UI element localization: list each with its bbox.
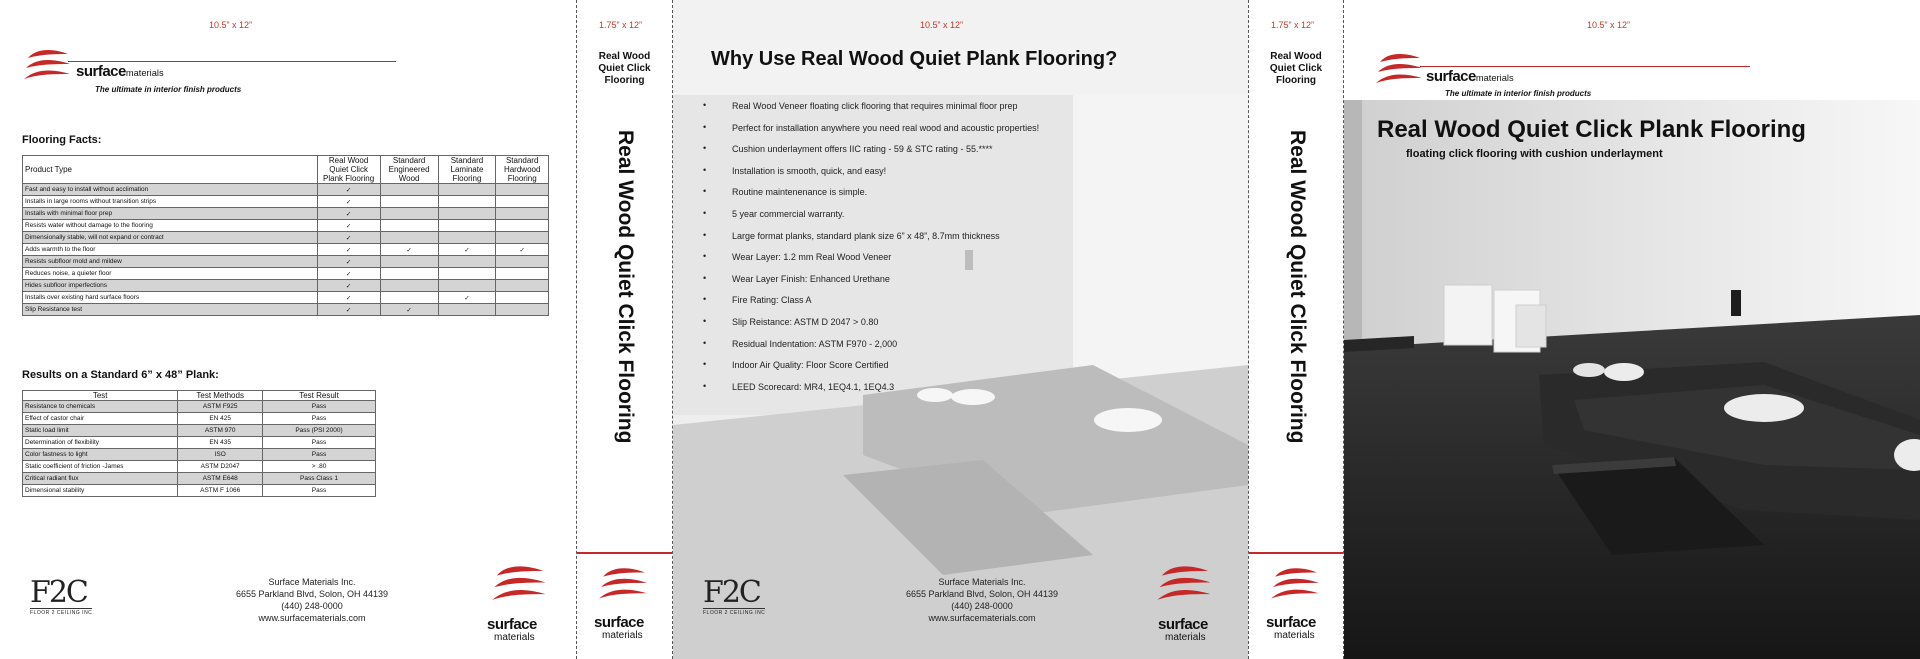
- facts-row-label: Hides subfloor imperfections: [23, 280, 318, 292]
- address-web[interactable]: www.surfacematerials.com: [928, 613, 1036, 623]
- results-cell: Pass (PSI 2000): [263, 425, 376, 437]
- panel-size-label: 10.5” x 12”: [1587, 20, 1631, 30]
- bottom-logo-name: surface: [487, 616, 537, 633]
- check-icon: ✓: [317, 292, 380, 304]
- address-block: [222, 576, 402, 624]
- results-column-header: Test: [23, 391, 178, 401]
- results-cell: Resistance to chemicals: [23, 401, 178, 413]
- results-cell: Pass: [263, 413, 376, 425]
- address-street: 6655 Parkland Blvd, Solon, OH 44139: [235, 589, 389, 599]
- results-cell: Pass Class 1: [263, 473, 376, 485]
- results-cell: > .80: [263, 461, 376, 473]
- spine-title-line: Flooring: [1276, 75, 1316, 86]
- spine-size-label: 1.75” x 12”: [599, 20, 643, 30]
- facts-column-header: Product Type: [23, 156, 318, 184]
- list-item: • Residual Indentation: ASTM F970 - 2,000: [703, 339, 1039, 361]
- address-company: Surface Materials Inc.: [268, 577, 356, 587]
- results-cell: EN 435: [178, 437, 263, 449]
- table-row: [23, 485, 376, 497]
- results-title: Results on a Standard 6” x 48” Plank:: [22, 369, 219, 381]
- empty-cell: [380, 184, 438, 196]
- results-cell: ASTM 970: [178, 425, 263, 437]
- f2c-mark: F2C: [703, 575, 760, 610]
- table-row: [23, 292, 549, 304]
- cover-panel: [1344, 0, 1920, 659]
- facts-row-label: Resists subfloor mold and mildew: [23, 256, 318, 268]
- brand-name: surface: [1426, 68, 1476, 85]
- results-cell: Static load limit: [23, 425, 178, 437]
- check-icon: ✓: [317, 220, 380, 232]
- spine-logo-suffix: materials: [1274, 630, 1315, 641]
- check-icon: ✓: [317, 268, 380, 280]
- spine-title: [1249, 51, 1343, 87]
- flooring-facts-table: [22, 155, 549, 316]
- list-item: • Routine maintenenance is simple.: [703, 187, 1039, 209]
- empty-cell: [496, 232, 549, 244]
- table-row: [23, 232, 549, 244]
- empty-cell: [380, 232, 438, 244]
- address-web[interactable]: www.surfacematerials.com: [258, 613, 366, 623]
- logo-rule: [1420, 66, 1750, 67]
- spine-title-line: Real Wood: [598, 51, 651, 62]
- table-row: [23, 256, 549, 268]
- results-cell: Color fastness to light: [23, 449, 178, 461]
- results-cell: ISO: [178, 449, 263, 461]
- empty-cell: [496, 220, 549, 232]
- f2c-logo: [30, 575, 93, 616]
- f2c-caption: FLOOR 2 CEILING INC: [30, 610, 93, 616]
- results-cell: Static coefficient of friction -James: [23, 461, 178, 473]
- logo-rule: [68, 61, 396, 62]
- table-row: [23, 184, 549, 196]
- table-row: [23, 244, 549, 256]
- empty-cell: [380, 268, 438, 280]
- panel-size-label: 10.5” x 12”: [920, 20, 964, 30]
- list-item: • Indoor Air Quality: Floor Score Certified: [703, 360, 1039, 382]
- spine-title-line: Quiet Click: [1269, 63, 1323, 74]
- check-icon: ✓: [380, 244, 438, 256]
- bottom-logo-name: surface: [1158, 616, 1208, 633]
- spine-title: [577, 51, 672, 87]
- results-cell: Determination of flexibility: [23, 437, 178, 449]
- empty-cell: [380, 280, 438, 292]
- results-cell: ASTM D2047: [178, 461, 263, 473]
- brand-wordmark: [76, 63, 164, 80]
- facts-column-header: Standard Hardwood Flooring: [496, 156, 549, 184]
- facts-column-header: Standard Laminate Flooring: [438, 156, 496, 184]
- brand-suffix: materials: [1475, 73, 1514, 83]
- facts-row-label: Fast and easy to install without acclimation: [23, 184, 318, 196]
- table-row: [23, 473, 376, 485]
- empty-cell: [496, 256, 549, 268]
- check-icon: ✓: [317, 304, 380, 316]
- spine-size-label: 1.75” x 12”: [1271, 20, 1315, 30]
- table-row: [23, 268, 549, 280]
- list-item: • Real Wood Veneer floating click flooring that requires minimal floor prep: [703, 101, 1039, 123]
- empty-cell: [438, 184, 496, 196]
- table-row: [23, 425, 376, 437]
- spine-red-rule: [577, 552, 672, 554]
- empty-cell: [438, 232, 496, 244]
- spine-logo-name: surface: [594, 614, 644, 631]
- f2c-caption: FLOOR 2 CEILING INC: [703, 610, 766, 616]
- table-row: [23, 461, 376, 473]
- results-column-header: Test Result: [263, 391, 376, 401]
- empty-cell: [380, 256, 438, 268]
- results-column-header: Test Methods: [178, 391, 263, 401]
- list-item: • Slip Reistance: ASTM D 2047 > 0.80: [703, 317, 1039, 339]
- empty-cell: [496, 268, 549, 280]
- brand-tagline: The ultimate in interior finish products: [95, 85, 242, 94]
- cover-title: Real Wood Quiet Click Plank Flooring: [1377, 116, 1806, 143]
- surface-swoosh-icon: [1271, 566, 1321, 606]
- spine-title-line: Quiet Click: [598, 63, 651, 74]
- results-cell: Critical radiant flux: [23, 473, 178, 485]
- empty-cell: [380, 292, 438, 304]
- table-row: [23, 449, 376, 461]
- spine-vertical-title: Real Wood Quiet Click Flooring: [614, 130, 637, 444]
- results-cell: Dimensional stability: [23, 485, 178, 497]
- flooring-facts-title: Flooring Facts:: [22, 134, 102, 146]
- check-icon: ✓: [380, 304, 438, 316]
- table-row: [23, 220, 549, 232]
- results-cell: Pass: [263, 449, 376, 461]
- empty-cell: [380, 208, 438, 220]
- empty-cell: [496, 280, 549, 292]
- surface-swoosh-icon: [492, 564, 548, 608]
- list-item: • LEED Scorecard: MR4, 1EQ4.1, 1EQ4.3: [703, 382, 1039, 404]
- empty-cell: [438, 268, 496, 280]
- check-icon: ✓: [317, 232, 380, 244]
- empty-cell: [496, 184, 549, 196]
- table-row: [23, 196, 549, 208]
- panel-size-label: 10.5” x 12”: [209, 20, 253, 30]
- facts-row-label: Resists water without damage to the flooring: [23, 220, 318, 232]
- brand-name: surface: [76, 63, 126, 80]
- list-item: • Cushion underlayment offers IIC rating - 59 & STC rating - 55.****: [703, 144, 1039, 166]
- empty-cell: [496, 208, 549, 220]
- why-heading: Why Use Real Wood Quiet Plank Flooring?: [711, 48, 1118, 70]
- results-cell: ASTM E648: [178, 473, 263, 485]
- table-row: [23, 280, 549, 292]
- bottom-logo-suffix: materials: [494, 632, 535, 643]
- check-icon: ✓: [317, 196, 380, 208]
- spine-red-rule: [1249, 552, 1343, 554]
- facts-row-label: Slip Resistance test: [23, 304, 318, 316]
- bottom-logo-suffix: materials: [1165, 632, 1206, 643]
- list-item: • Large format planks, standard plank size 6” x 48”, 8.7mm thickness: [703, 231, 1039, 253]
- spine-title-line: Real Wood: [1270, 51, 1322, 62]
- surface-swoosh-icon: [1157, 564, 1213, 608]
- list-item: • Installation is smooth, quick, and easy!: [703, 166, 1039, 188]
- empty-cell: [438, 256, 496, 268]
- empty-cell: [438, 208, 496, 220]
- check-icon: ✓: [317, 256, 380, 268]
- surface-swoosh-icon: [1376, 52, 1424, 90]
- spine-logo-name: surface: [1266, 614, 1316, 631]
- brand-wordmark: [1426, 68, 1514, 85]
- list-item: • Wear Layer Finish: Enhanced Urethane: [703, 274, 1039, 296]
- facts-column-header: Real Wood Quiet Click Plank Flooring: [317, 156, 380, 184]
- spine-title-line: Flooring: [604, 75, 645, 86]
- empty-cell: [438, 220, 496, 232]
- check-icon: ✓: [317, 280, 380, 292]
- list-item: • Wear Layer: 1.2 mm Real Wood Veneer: [703, 252, 1039, 274]
- spine-panel-1: [577, 0, 672, 659]
- table-row: [23, 208, 549, 220]
- check-icon: ✓: [317, 208, 380, 220]
- check-icon: ✓: [317, 244, 380, 256]
- check-icon: ✓: [438, 292, 496, 304]
- results-cell: Effect of castor chair: [23, 413, 178, 425]
- empty-cell: [438, 280, 496, 292]
- address-phone: (440) 248-0000: [951, 601, 1013, 611]
- table-row: [23, 413, 376, 425]
- check-icon: ✓: [496, 244, 549, 256]
- check-icon: ✓: [438, 244, 496, 256]
- list-item: • Perfect for installation anywhere you need real wood and acoustic properties!: [703, 123, 1039, 145]
- f2c-mark: F2C: [30, 575, 87, 610]
- brand-suffix: materials: [125, 68, 164, 78]
- facts-row-label: Installs in large rooms without transition strips: [23, 196, 318, 208]
- table-row: [23, 437, 376, 449]
- empty-cell: [438, 304, 496, 316]
- spine-logo-suffix: materials: [602, 630, 643, 641]
- room-photo: [1344, 100, 1920, 659]
- check-icon: ✓: [317, 184, 380, 196]
- why-bullet-list: [703, 101, 1039, 403]
- results-cell: Pass: [263, 437, 376, 449]
- address-block: [892, 576, 1072, 624]
- brand-tagline: The ultimate in interior finish products: [1445, 89, 1592, 98]
- facts-row-label: Adds warmth to the floor: [23, 244, 318, 256]
- surface-swoosh-icon: [599, 566, 649, 606]
- spine-panel-2: [1249, 0, 1343, 659]
- results-cell: EN 425: [178, 413, 263, 425]
- facts-row-label: Dimensionally stable, will not expand or contract: [23, 232, 318, 244]
- empty-cell: [380, 196, 438, 208]
- facts-column-header: Standard Engineered Wood: [380, 156, 438, 184]
- spine-vertical-title: Real Wood Quiet Click Flooring: [1286, 130, 1309, 444]
- empty-cell: [496, 196, 549, 208]
- f2c-logo: [703, 575, 766, 616]
- results-cell: ASTM F925: [178, 401, 263, 413]
- address-phone: (440) 248-0000: [281, 601, 343, 611]
- address-street: 6655 Parkland Blvd, Solon, OH 44139: [905, 589, 1059, 599]
- facts-row-label: Installs over existing hard surface floors: [23, 292, 318, 304]
- results-cell: Pass: [263, 401, 376, 413]
- empty-cell: [496, 304, 549, 316]
- results-cell: ASTM F 1066: [178, 485, 263, 497]
- empty-cell: [380, 220, 438, 232]
- facts-row-label: Reduces noise, a quieter floor: [23, 268, 318, 280]
- empty-cell: [496, 292, 549, 304]
- list-item: • Fire Rating: Class A: [703, 295, 1039, 317]
- facts-row-label: Installs with minimal floor prep: [23, 208, 318, 220]
- table-row: [23, 401, 376, 413]
- facts-panel: [0, 0, 576, 659]
- why-panel: [673, 0, 1248, 659]
- address-company: Surface Materials Inc.: [938, 577, 1026, 587]
- cover-subtitle: floating click flooring with cushion underlayment: [1406, 148, 1663, 160]
- empty-cell: [438, 196, 496, 208]
- list-item: • 5 year commercial warranty.: [703, 209, 1039, 231]
- table-row: [23, 304, 549, 316]
- results-table: [22, 390, 376, 497]
- surface-swoosh-icon: [24, 48, 72, 86]
- results-cell: Pass: [263, 485, 376, 497]
